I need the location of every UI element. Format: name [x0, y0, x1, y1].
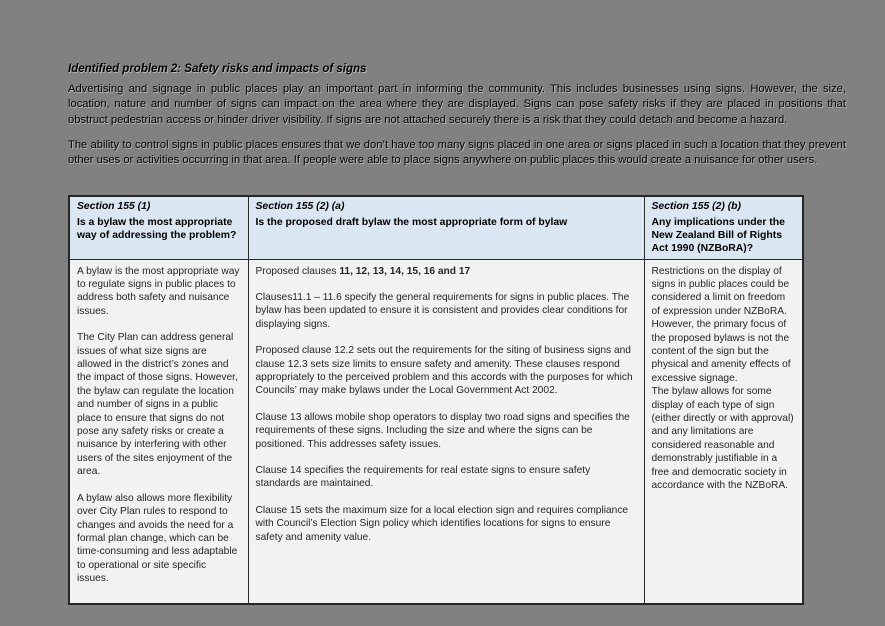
problem-heading: Identified problem 2: Safety risks and impacts of signs — [68, 63, 367, 75]
table-body-row — [69, 259, 803, 603]
paragraph: Clause 15 sets the maximum size for a local election sign and requires compliance with Council’s Election Sign policy which identifies locations for signs to ensure safety and amenity value. — [255, 504, 629, 543]
paragraph: Proposed clause 12.2 sets out the requirements for the siting of business signs and clause 12.3 sets size limits to ensure safety and amenity. These clauses respond appropriately to the perceived problem and this accords with the purposes for which Councils’ may make bylaws under the Local Government Act 2002. — [255, 345, 633, 397]
section-155-table — [68, 195, 804, 605]
header-cell-section-155-2a — [248, 196, 644, 259]
proposed-clauses-label: Proposed clauses — [255, 265, 340, 277]
paragraph: The City Plan can address general issues of what size signs are allowed in the district’s zones and the impact of those signs. However, the bylaw can regulate the location and number of signs in a public place to ensure that signs do not pose any safety risks or create a nuisance by interfering with other users of the sites enjoyment of the area. — [77, 332, 238, 478]
table-header-row — [69, 196, 803, 259]
cell-paragraph — [256, 265, 637, 278]
intro-section — [68, 63, 846, 178]
clause-paragraphs — [256, 291, 637, 544]
paragraph: Clause 13 allows mobile shop operators to display two road signs and specifies the requirements of these signs. Including the size and where the signs can be positioned. This addresses safety issues. — [255, 411, 630, 450]
header-cell-section-155-2b — [644, 196, 803, 259]
section-question: Any implications under the New Zealand Bill of Rights Act 1990 (NZBoRA)? — [651, 217, 785, 255]
paragraph: A bylaw is the most appropriate way to regulate signs in public places to address both safety and nuisance issues. — [77, 265, 240, 317]
paragraph: Restrictions on the display of signs in public places could be considered a limit on freedom of expression under NZBoRA. However, the primary focus of the proposed bylaws is not the content of the sign but the physical and amenity effects of excessive signage. — [651, 265, 791, 384]
intro-paragraphs — [68, 82, 846, 168]
paragraph: Advertising and signage in public places play an important part in informing the community. This includes businesses using signs. However, the size, location, nature and number of signs can impact on the area where they are displayed. Signs can pose safety risks if they are placed in positions that obstruct pedestrian access or hinder driver visibility. If signs are not attached securely there is a risk that they could detach and become a hazard. — [68, 83, 846, 126]
section-question: Is a bylaw the most appropriate way of addressing the problem? — [77, 217, 237, 242]
paragraph: The bylaw allows for some display of each type of sign (either directly or with approval) and any limitations are considered reasonable and demonstrably justifiable in a free and democratic society in accordance with the NZBoRA. — [651, 386, 794, 492]
paragraph: Clause 14 specifies the requirements for real estate signs to ensure safety standards are maintained. — [255, 465, 591, 490]
proposed-clauses-numbers: 11, 12, 13, 14, 15, 16 and 17 — [339, 265, 471, 277]
cell-bylaw-appropriateness — [69, 259, 248, 603]
section-question: Is the proposed draft bylaw the most appropriate form of bylaw — [255, 217, 568, 228]
cell-nzbora-implications — [644, 259, 803, 603]
header-cell-section-155-1 — [69, 196, 248, 259]
section-label: Section 155 (2) (a) — [255, 201, 345, 212]
paragraph: A bylaw also allows more flexibility over City Plan rules to respond to changes and avoids the need for a formal plan change, which can be time-consuming and less adaptable to operational or site specific issues. — [77, 492, 238, 585]
paragraph: The ability to control signs in public places ensures that we don’t have too many signs placed in one area or signs placed in such a location that they prevent other uses or activities occurring in that area. If people were able to place signs anywhere on public places this would create a nuisance for other users. — [68, 138, 846, 167]
paragraph: Clauses11.1 – 11.6 specify the general requirements for signs in public places. The bylaw has been updated to ensure it is consistent and provides clear conditions for displaying signs. — [255, 292, 630, 330]
cell-draft-bylaw-form — [248, 259, 644, 603]
section-label: Section 155 (1) — [77, 201, 151, 212]
section-label: Section 155 (2) (b) — [651, 201, 741, 212]
